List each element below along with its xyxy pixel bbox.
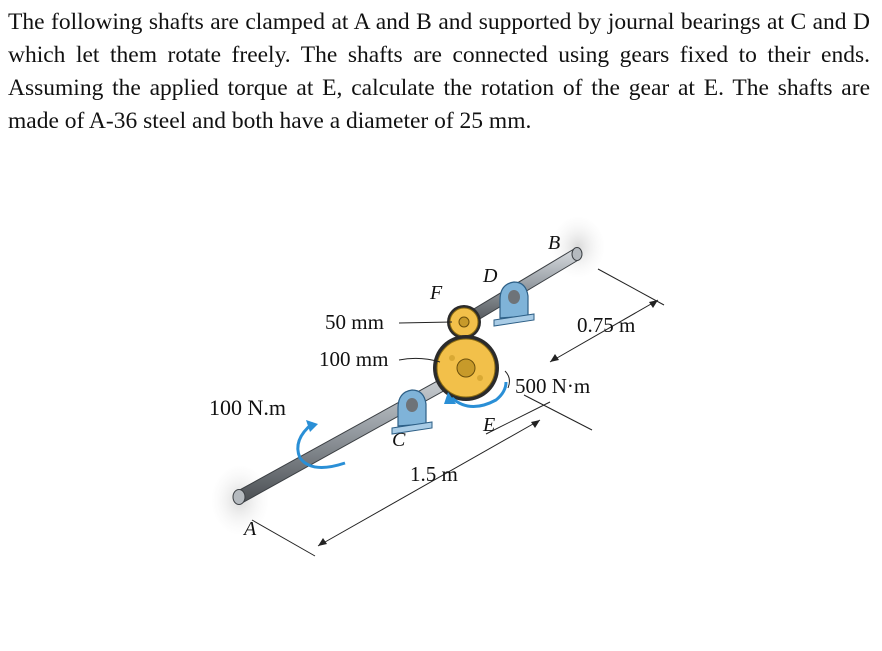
label-C: C [392,429,406,451]
label-torque-A: 100 N.m [209,395,286,420]
label-length-upper: 0.75 m [577,313,636,337]
label-radius-small: 50 mm [325,310,384,334]
label-B: B [548,232,561,254]
dimension-0.75m [524,269,664,430]
label-D: D [483,265,498,287]
label-E: E [483,414,496,436]
label-radius-large: 100 mm [319,347,389,371]
problem-statement: The following shafts are clamped at A and B and supported by journal bearings at C and D which let them rotate freely. The shafts are connected using gears fixed to their ends. Assuming the applied torque at E, calculate the rotation of the gear at E. The shafts are made of A-36 steel and both have a diameter of 25 mm. [8,9,870,134]
gear-F [447,305,481,339]
label-A: A [244,518,257,540]
label-length-lower: 1.5 m [410,462,458,486]
gear-E [433,335,499,401]
label-torque-E: 500 N·m [515,374,591,398]
label-F: F [430,282,443,304]
